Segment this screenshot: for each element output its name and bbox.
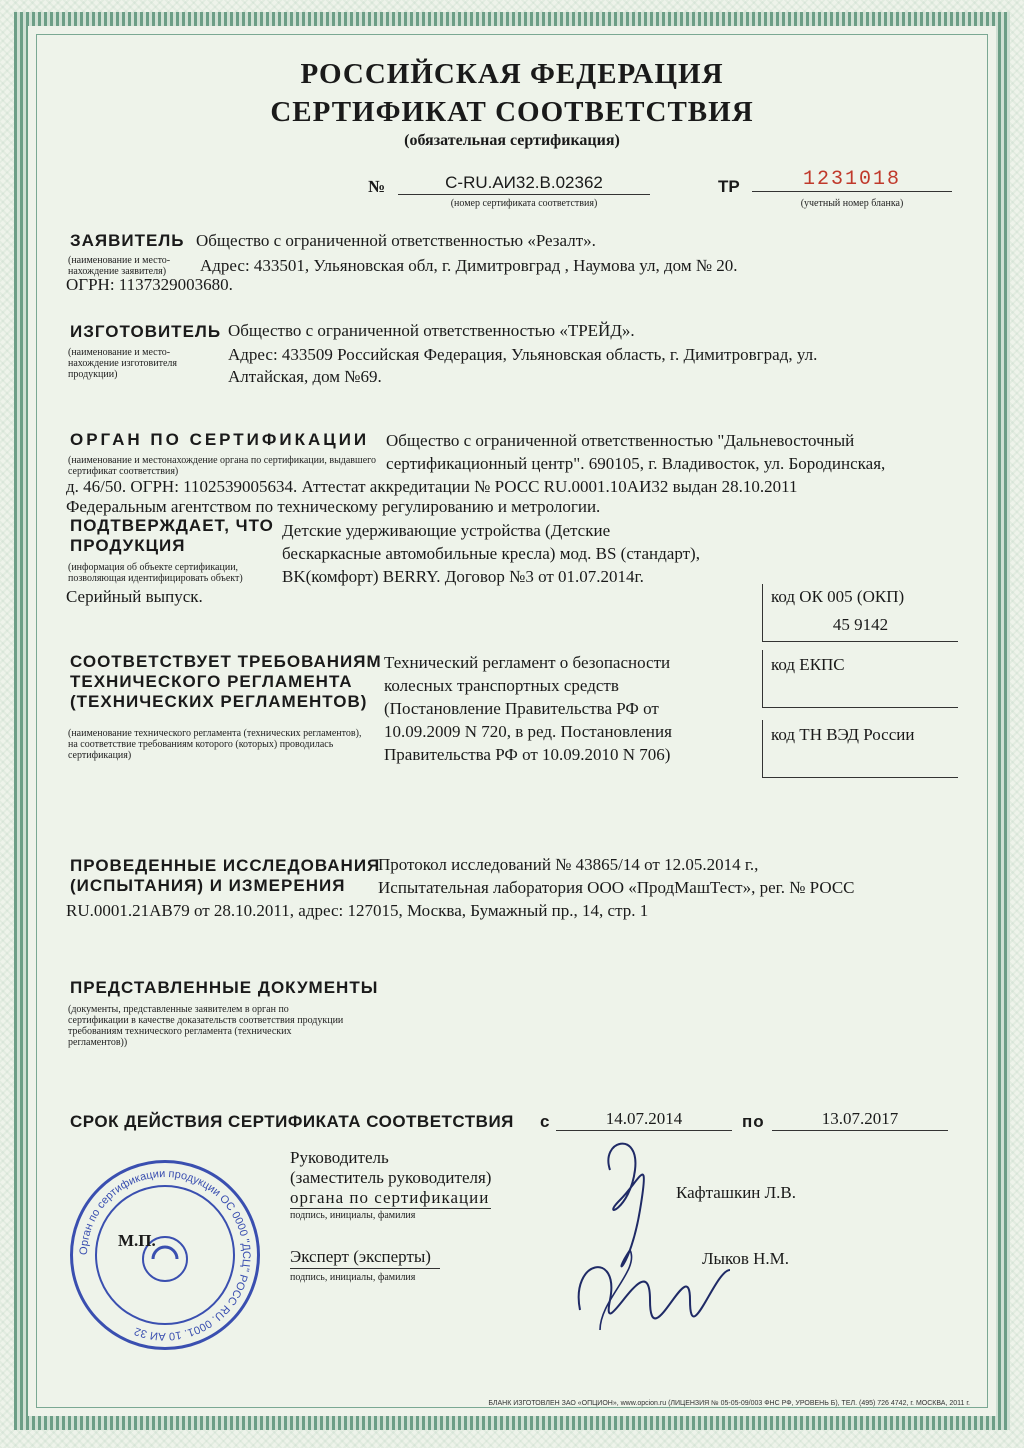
ekps-code-label: код ЕКПС xyxy=(771,655,845,674)
regulation-2: колесных транспортных средств xyxy=(384,676,619,695)
certification-body-agency: Федеральным агентством по техническому регулированию и метрологии. xyxy=(66,497,601,516)
documents-caption: (документы, представленные заявителем в орган по сертификации в качестве доказательств соответствия продукции требованиям технического регламента (технических регламентов)) xyxy=(68,1004,344,1048)
tests-label-1: ПРОВЕДЕННЫЕ ИССЛЕДОВАНИЯ xyxy=(70,856,381,875)
documents-label: ПРЕДСТАВЛЕННЫЕ ДОКУМЕНТЫ xyxy=(70,978,379,997)
header-title: СЕРТИФИКАТ СООТВЕТСТВИЯ xyxy=(270,96,754,128)
expert-name: Лыков Н.М. xyxy=(702,1249,790,1268)
validity-from-date: 14.07.2014 xyxy=(556,1108,732,1131)
product-description-3: BK(комфорт) BERRY. Договор №3 от 01.07.2014г. xyxy=(282,567,644,586)
regulation-1: Технический регламент о безопасности xyxy=(384,653,671,672)
requirements-caption: (наименование технического регламента (технических регламентов), на соответствие требованиям которого (которых) проводилась сертификация) xyxy=(68,728,362,761)
tr-label: ТР xyxy=(718,177,740,196)
head-title-2: (заместитель руководителя) xyxy=(290,1168,492,1187)
seal-text-ring xyxy=(73,1163,257,1347)
seal-mp: М.П. xyxy=(118,1231,156,1250)
certificate-number: C-RU.АИ32.В.02362 xyxy=(398,172,650,195)
certificate-number-caption: (номер сертификата соответствия) xyxy=(450,198,598,209)
manufacturer-address-cont: Алтайская, дом №69. xyxy=(228,367,382,386)
head-name: Кафташкин Л.В. xyxy=(676,1183,797,1202)
validity-to-date: 13.07.2017 xyxy=(772,1108,948,1131)
blank-number: 1231018 xyxy=(752,168,952,192)
blank-footer: БЛАНК ИЗГОТОВЛЕН ЗАО «ОПЦИОН», www.opcion.ru (ЛИЦЕНЗИЯ № 05-05-09/003 ФНС РФ, УРОВЕНЬ Б), ТЕЛ. (495) 726 4742, г. МОСКВА, 2011 г. xyxy=(488,1400,970,1407)
applicant-name: Общество с ограниченной ответственностью «Резалт». xyxy=(196,231,596,250)
signature-mark xyxy=(540,1130,740,1340)
tests-label-2: (ИСПЫТАНИЯ) И ИЗМЕРЕНИЯ xyxy=(70,876,346,895)
test-laboratory: Испытательная лаборатория ООО «ПродМашТест», рег. № РОСС xyxy=(378,878,855,897)
okp-code-box xyxy=(762,584,958,642)
okp-code-value: 45 9142 xyxy=(832,615,889,634)
requirements-label-2: ТЕХНИЧЕСКОГО РЕГЛАМЕНТА xyxy=(70,672,353,691)
certification-body-caption: (наименование и местонахождение органа по сертификации, выдавшего сертификат соответствия) xyxy=(68,455,377,477)
regulation-4: 10.09.2009 N 720, в ред. Постановления xyxy=(384,722,672,741)
manufacturer-label: ИЗГОТОВИТЕЛЬ xyxy=(70,322,222,341)
applicant-caption: (наименование и место-нахождение заявителя) xyxy=(68,255,171,277)
blank-number-caption: (учетный номер бланка) xyxy=(800,198,904,209)
number-label: № xyxy=(368,177,386,196)
product-label-2: ПРОДУКЦИЯ xyxy=(70,536,186,555)
product-label-1: ПОДТВЕРЖДАЕТ, ЧТО xyxy=(70,516,274,535)
manufacturer-address: Адрес: 433509 Российская Федерация, Ульяновская область, г. Димитровград, ул. xyxy=(228,345,818,364)
product-serial: Серийный выпуск. xyxy=(66,587,203,606)
certification-body-accreditation: д. 46/50. ОГРН: 1102539005634. Аттестат аккредитации № РОСС RU.0001.10АИ32 выдан 28.10.2011 xyxy=(66,477,798,496)
head-title-1: Руководитель xyxy=(290,1148,389,1167)
certification-body-address: сертификационный центр". 690105, г. Владивосток, ул. Бородинская, xyxy=(386,454,886,473)
applicant-label: ЗАЯВИТЕЛЬ xyxy=(70,231,185,250)
test-laboratory-address: RU.0001.21АВ79 от 28.10.2011, адрес: 127015, Москва, Бумажный пр., 14, стр. 1 xyxy=(66,901,649,920)
requirements-label-1: СООТВЕТСТВУЕТ ТРЕБОВАНИЯМ xyxy=(70,652,382,671)
applicant-address: Адрес: 433501, Ульяновская обл, г. Димитровград , Наумова ул, дом № 20. xyxy=(200,256,738,275)
tnved-code-box xyxy=(762,720,958,778)
head-title xyxy=(290,1148,491,1209)
product-description-2: бескаркасные автомобильные кресла) мод. BS (стандарт), xyxy=(282,544,700,563)
header-country: РОССИЙСКАЯ ФЕДЕРАЦИЯ xyxy=(300,58,724,90)
head-title-3: органа по сертификации xyxy=(290,1188,491,1209)
requirements-label-3: (ТЕХНИЧЕСКИХ РЕГЛАМЕНТОВ) xyxy=(70,692,368,711)
regulation-3: (Постановление Правительства РФ от xyxy=(384,699,659,718)
seal-stamp xyxy=(70,1160,260,1350)
validity-to-label: по xyxy=(742,1112,765,1131)
expert-sign-caption: подпись, инициалы, фамилия xyxy=(290,1272,416,1283)
expert-label: Эксперт (эксперты) xyxy=(290,1246,440,1269)
product-description-1: Детские удерживающие устройства (Детские xyxy=(282,521,611,540)
applicant-ogrn: ОГРН: 1137329003680. xyxy=(66,275,233,294)
validity-label: СРОК ДЕЙСТВИЯ СЕРТИФИКАТА СООТВЕТСТВИЯ xyxy=(70,1112,514,1131)
certification-body-name: Общество с ограниченной ответственностью "Дальневосточный xyxy=(386,431,855,450)
tnved-code-label: код ТН ВЭД России xyxy=(771,725,915,744)
head-sign-caption: подпись, инициалы, фамилия xyxy=(290,1210,416,1221)
test-protocol: Протокол исследований № 43865/14 от 12.05.2014 г., xyxy=(378,855,759,874)
okp-code-label: код ОК 005 (ОКП) xyxy=(771,587,905,606)
manufacturer-caption: (наименование и место-нахождение изготовителя продукции) xyxy=(68,347,177,380)
certification-body-label: ОРГАН ПО СЕРТИФИКАЦИИ xyxy=(70,430,370,449)
header-subtitle: (обязательная сертификация) xyxy=(404,132,620,149)
product-caption: (информация об объекте сертификации, позволяющая идентифицировать объект) xyxy=(68,562,243,584)
manufacturer-name: Общество с ограниченной ответственностью «ТРЕЙД». xyxy=(228,321,635,340)
regulation-5: Правительства РФ от 10.09.2010 N 706) xyxy=(384,745,671,764)
svg-text:Орган по сертификации продукци: Орган по сертификации продукции ОС 0000 "ДСЦ" РОСС RU. 0001. 10 АИ 32 xyxy=(77,1167,253,1343)
validity-from-label: с xyxy=(540,1112,551,1131)
ekps-code-box xyxy=(762,650,958,708)
